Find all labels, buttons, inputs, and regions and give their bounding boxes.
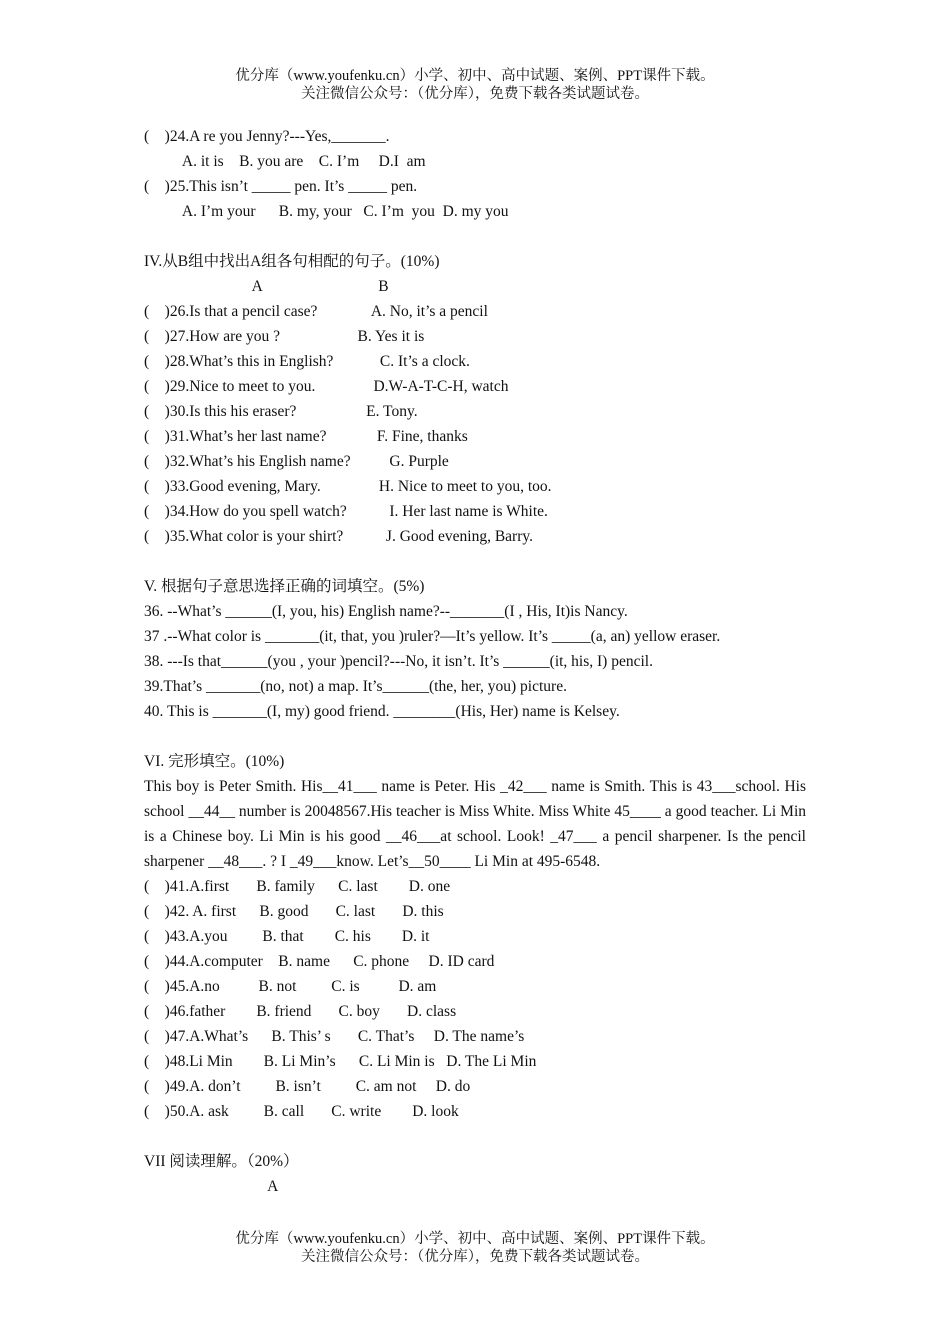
question-25-options: A. I’m your B. my, your C. I’m you D. my you [144, 203, 509, 220]
question-34: ( )34.How do you spell watch? I. Her last name is White. [144, 503, 548, 520]
question-29: ( )29.Nice to meet to you. D.W-A-T-C-H, watch [144, 378, 509, 395]
header-line-1: 优分库（www.youfenku.cn）小学、初中、高中试题、案例、PPT课件下载。 [235, 68, 715, 84]
spacer [144, 224, 806, 249]
footer-line-1: 优分库（www.youfenku.cn）小学、初中、高中试题、案例、PPT课件下载。 [235, 1231, 715, 1247]
section-v-title: V. 根据句子意思选择正确的词填空。(5%) [144, 578, 425, 595]
footer-line-2: 关注微信公众号：（优分库），免费下载各类试题试卷。 [301, 1249, 649, 1265]
question-24-options: A. it is B. you are C. I’m D.I am [144, 153, 426, 170]
page-header [0, 67, 950, 103]
question-44: ( )44.A.computer B. name C. phone D. ID card [144, 953, 495, 970]
question-38: 38. ---Is that______(you , your )pencil?---No, it isn’t. It’s ______(it, his, I) pencil. [144, 653, 653, 670]
question-35: ( )35.What color is your shirt? J. Good evening, Barry. [144, 528, 533, 545]
question-45: ( )45.A.no B. not C. is D. am [144, 978, 437, 995]
question-40: 40. This is _______(I, my) good friend. ________(His, Her) name is Kelsey. [144, 703, 620, 720]
section-vii-title: VII 阅读理解。（20%） [144, 1153, 299, 1170]
question-49: ( )49.A. don’t B. isn’t C. am not D. do [144, 1078, 471, 1095]
spacer [144, 549, 806, 574]
question-39: 39.That’s _______(no, not) a map. It’s______(the, her, you) picture. [144, 678, 567, 695]
question-37: 37 .--What color is _______(it, that, you )ruler?—It’s yellow. It’s _____(a, an) yellow eraser. [144, 628, 721, 645]
question-28: ( )28.What’s this in English? C. It’s a clock. [144, 353, 470, 370]
question-25: ( )25.This isn’t _____ pen. It’s _____ pen. [144, 178, 418, 195]
exam-content [144, 124, 806, 1199]
question-32: ( )32.What’s his English name? G. Purple [144, 453, 449, 470]
question-42: ( )42. A. first B. good C. last D. this [144, 903, 444, 920]
section-vi-title: VI. 完形填空。(10%) [144, 753, 285, 770]
question-46: ( )46.father B. friend C. boy D. class [144, 1003, 457, 1020]
question-26: ( )26.Is that a pencil case? A. No, it’s a pencil [144, 303, 488, 320]
spacer [144, 1124, 806, 1149]
question-47: ( )47.A.What’s B. This’ s C. That’s D. The name’s [144, 1028, 525, 1045]
question-33: ( )33.Good evening, Mary. H. Nice to meet to you, too. [144, 478, 552, 495]
question-31: ( )31.What’s her last name? F. Fine, thanks [144, 428, 468, 445]
question-27: ( )27.How are you ? B. Yes it is [144, 328, 425, 345]
question-50: ( )50.A. ask B. call C. write D. look [144, 1103, 459, 1120]
question-36: 36. --What’s ______(I, you, his) English name?--_______(I , His, It)is Nancy. [144, 603, 628, 620]
section-iv-column-headers: A B [144, 278, 389, 295]
question-41: ( )41.A.first B. family C. last D. one [144, 878, 451, 895]
spacer [144, 724, 806, 749]
question-24: ( )24.A re you Jenny?---Yes,_______. [144, 128, 390, 145]
header-line-2: 关注微信公众号：（优分库），免费下载各类试题试卷。 [301, 86, 649, 102]
question-48: ( )48.Li Min B. Li Min’s C. Li Min is D. The Li Min [144, 1053, 537, 1070]
cloze-passage: This boy is Peter Smith. His__41___ name is Peter. His _42___ name is Smith. This is 43___school. His school __44__ number is 20048567.His teacher is Miss White. Miss White 45____ a good teacher. Li Min is a Chinese boy. Li Min is his good __46___at school. Look! _47___ a pencil sharpener. Is the pencil sharpener __48___. ? I _49___know. Let’s__50____ Li Min at 495-6548. [144, 778, 806, 870]
question-43: ( )43.A.you B. that C. his D. it [144, 928, 430, 945]
section-iv-title: IV.从B组中找出A组各句相配的句子。(10%) [144, 253, 440, 270]
passage-a-label: A [144, 1178, 279, 1195]
question-30: ( )30.Is this his eraser? E. Tony. [144, 403, 418, 420]
page-footer [0, 1230, 950, 1266]
